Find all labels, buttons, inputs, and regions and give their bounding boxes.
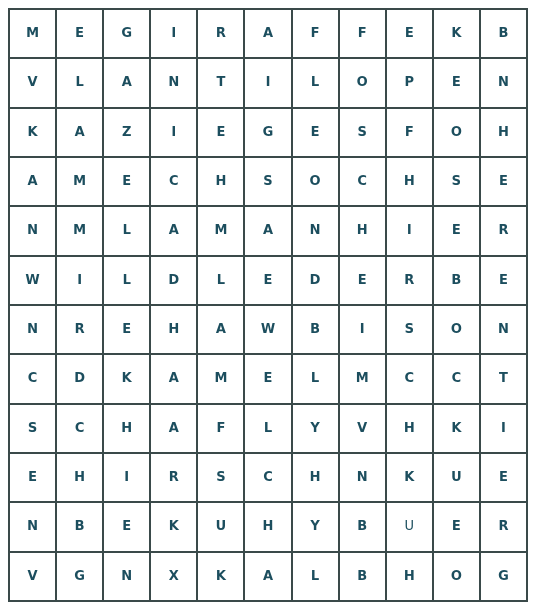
grid-cell: K — [103, 354, 150, 403]
grid-cell: G — [480, 552, 527, 601]
grid-cell: F — [386, 108, 433, 157]
grid-cell: L — [103, 206, 150, 255]
grid-cell: H — [386, 552, 433, 601]
grid-cell: H — [480, 108, 527, 157]
grid-cell: L — [292, 354, 339, 403]
grid-cell: S — [386, 305, 433, 354]
grid-cell: E — [480, 157, 527, 206]
grid-cell: B — [339, 502, 386, 551]
grid-cell: R — [197, 9, 244, 58]
grid-cell: E — [433, 58, 480, 107]
grid-cell: E — [339, 256, 386, 305]
grid-cell: S — [433, 157, 480, 206]
grid-cell: E — [386, 9, 433, 58]
grid-cell: D — [292, 256, 339, 305]
grid-cell: N — [480, 58, 527, 107]
grid-cell: M — [339, 354, 386, 403]
grid-cell: D — [150, 256, 197, 305]
grid-cell: E — [433, 502, 480, 551]
grid-cell: O — [433, 552, 480, 601]
grid-cell: I — [150, 108, 197, 157]
word-search-grid — [8, 8, 528, 602]
grid-cell: V — [9, 58, 56, 107]
grid-cell: U — [197, 502, 244, 551]
grid-cell: I — [386, 206, 433, 255]
grid-cell: B — [56, 502, 103, 551]
grid-cell: U — [386, 502, 433, 551]
grid-cell: D — [56, 354, 103, 403]
grid-cell: U — [433, 453, 480, 502]
grid-cell: G — [56, 552, 103, 601]
grid-cell: N — [339, 453, 386, 502]
grid-cell: N — [150, 58, 197, 107]
grid-cell: I — [150, 9, 197, 58]
grid-cell: V — [339, 404, 386, 453]
grid-cell: B — [292, 305, 339, 354]
grid-cell: W — [244, 305, 291, 354]
grid-cell: H — [292, 453, 339, 502]
grid-cell: C — [386, 354, 433, 403]
grid-cell: L — [103, 256, 150, 305]
grid-cell: E — [480, 453, 527, 502]
grid-cell: V — [9, 552, 56, 601]
grid-cell: E — [103, 157, 150, 206]
grid-cell: B — [339, 552, 386, 601]
grid-cell: I — [103, 453, 150, 502]
grid-cell: S — [197, 453, 244, 502]
grid-cell: E — [433, 206, 480, 255]
grid-cell: M — [56, 206, 103, 255]
grid-cell: A — [244, 206, 291, 255]
grid-cell: H — [56, 453, 103, 502]
grid-cell: M — [197, 354, 244, 403]
grid-cell: E — [9, 453, 56, 502]
grid-cell: K — [386, 453, 433, 502]
grid-cell: H — [197, 157, 244, 206]
grid-cell: L — [56, 58, 103, 107]
grid-cell: K — [9, 108, 56, 157]
grid-cell: R — [56, 305, 103, 354]
grid-cell: A — [244, 9, 291, 58]
grid-cell: C — [244, 453, 291, 502]
grid-cell: K — [433, 404, 480, 453]
grid-cell: E — [103, 305, 150, 354]
grid-cell: I — [244, 58, 291, 107]
grid-cell: R — [150, 453, 197, 502]
grid-cell: K — [197, 552, 244, 601]
grid-cell: W — [9, 256, 56, 305]
grid-cell: L — [197, 256, 244, 305]
grid-cell: A — [150, 354, 197, 403]
grid-cell: L — [292, 58, 339, 107]
grid-cell: R — [480, 206, 527, 255]
grid-cell: B — [433, 256, 480, 305]
grid-cell: F — [292, 9, 339, 58]
grid-cell: A — [150, 206, 197, 255]
grid-cell: G — [244, 108, 291, 157]
grid-cell: C — [339, 157, 386, 206]
grid-cell: X — [150, 552, 197, 601]
grid-cell: H — [244, 502, 291, 551]
grid-cell: S — [244, 157, 291, 206]
grid-cell: K — [150, 502, 197, 551]
grid-cell: C — [56, 404, 103, 453]
grid-cell: O — [292, 157, 339, 206]
grid-cell: E — [244, 354, 291, 403]
grid-cell: L — [292, 552, 339, 601]
grid-cell: B — [480, 9, 527, 58]
grid-cell: N — [292, 206, 339, 255]
grid-cell: R — [386, 256, 433, 305]
grid-cell: E — [244, 256, 291, 305]
grid-cell: S — [9, 404, 56, 453]
grid-cell: M — [9, 9, 56, 58]
grid-cell: F — [197, 404, 244, 453]
grid-cell: Y — [292, 404, 339, 453]
grid-cell: M — [56, 157, 103, 206]
grid-cell: A — [197, 305, 244, 354]
grid-cell: E — [197, 108, 244, 157]
grid-cell: O — [433, 305, 480, 354]
grid-cell: T — [197, 58, 244, 107]
grid-cell: E — [292, 108, 339, 157]
grid-cell: H — [386, 404, 433, 453]
grid-cell: H — [339, 206, 386, 255]
grid-cell: C — [433, 354, 480, 403]
grid-cell: E — [56, 9, 103, 58]
grid-cell: F — [339, 9, 386, 58]
grid-cell: E — [103, 502, 150, 551]
grid-cell: A — [9, 157, 56, 206]
grid-cell: C — [9, 354, 56, 403]
grid-cell: A — [103, 58, 150, 107]
grid-cell: L — [244, 404, 291, 453]
grid-cell: N — [480, 305, 527, 354]
grid-cell: H — [150, 305, 197, 354]
grid-cell: A — [150, 404, 197, 453]
grid-cell: H — [386, 157, 433, 206]
grid-cell: H — [103, 404, 150, 453]
grid-cell: I — [339, 305, 386, 354]
grid-cell: P — [386, 58, 433, 107]
grid-cell: Y — [292, 502, 339, 551]
grid-cell: A — [56, 108, 103, 157]
grid-cell: C — [150, 157, 197, 206]
grid-cell: G — [103, 9, 150, 58]
grid-cell: S — [339, 108, 386, 157]
grid-cell: N — [103, 552, 150, 601]
grid-cell: N — [9, 502, 56, 551]
grid-cell: R — [480, 502, 527, 551]
grid-cell: E — [480, 256, 527, 305]
grid-cell: I — [480, 404, 527, 453]
grid-cell: Z — [103, 108, 150, 157]
grid-cell: N — [9, 206, 56, 255]
grid-cell: A — [244, 552, 291, 601]
grid-cell: I — [56, 256, 103, 305]
grid-cell: M — [197, 206, 244, 255]
grid-cell: N — [9, 305, 56, 354]
grid-cell: O — [339, 58, 386, 107]
grid-cell: O — [433, 108, 480, 157]
grid-cell: K — [433, 9, 480, 58]
grid-cell: T — [480, 354, 527, 403]
